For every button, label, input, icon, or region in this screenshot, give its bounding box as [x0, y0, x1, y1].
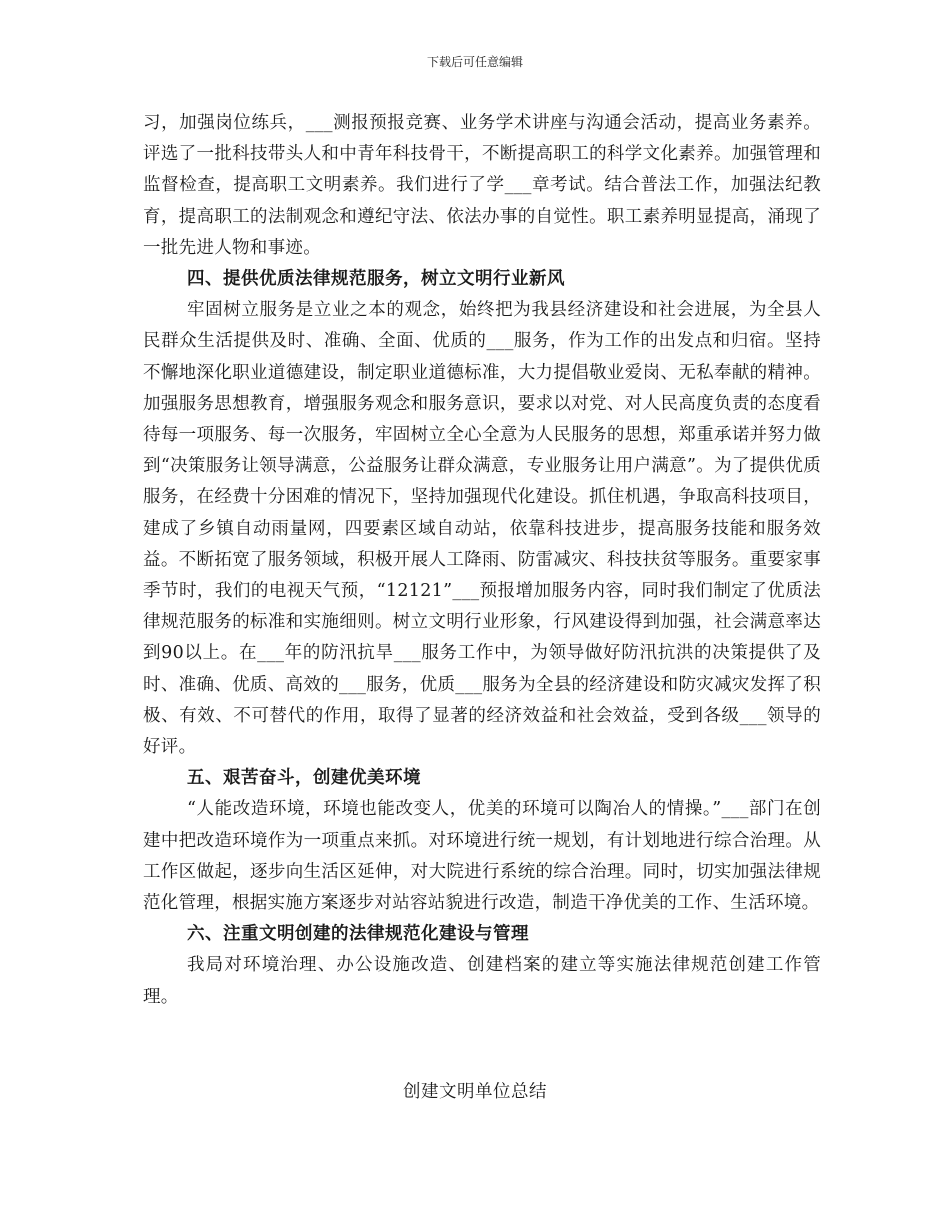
- paragraph-intro: 习，加强岗位练兵，___测报预报竞赛、业务学术讲座与沟通会活动，提高业务素养。评选了一批科技带头人和中青年科技骨干，不断提高职工的科学文化素养。加强管理和监督检查，提高职工文明素养。我们进行了学___章考试。结合普法工作，加强法纪教育，提高职工的法制观念和遵纪守法、依法办事的自觉性。职工素养明显提高，涌现了一批先进人物和事迹。: [143, 113, 821, 258]
- document-title-footer: 创建文明单位总结: [403, 1082, 547, 1102]
- page-header: 下载后可任意编辑: [426, 55, 523, 69]
- section-heading-5: 五、艰苦奋斗，创建优美环境: [187, 768, 421, 789]
- section-heading-4: 四、提供优质法律规范服务，树立文明行业新风: [187, 269, 565, 290]
- paragraph-section-4: 牢固树立服务是立业之本的观念，始终把为我县经济建设和社会进展，为全县人民群众生活提供及时、准确、全面、优质的___服务，作为工作的出发点和归宿。坚持不懈地深化职业道德建设，制定职业道德标准，大力提倡敬业爱岗、无私奉献的精神。加强服务思想教育，增强服务观念和服务意识，要求以对党、对人民高度负责的态度看待每一项服务、每一次服务，牢固树立全心全意为人民服务的思想，郑重承诺并努力做到“决策服务让领导满意，公益服务让群众满意，专业服务让用户满意”。为了提供优质服务，在经费十分困难的情况下，坚持加强现代化建设。抓住机遇，争取高科技项目，建成了乡镇自动雨量网，四要素区域自动站，依靠科技进步，提高服务技能和服务效益。不断拓宽了服务领域，积极开展人工降雨、防雷减灾、科技扶贫等服务。重要家事季节时，我们的电视天气预，“12121”___预报增加服务内容，同时我们制定了优质法律规范服务的标准和实施细则。树立文明行业形象，行风建设得到加强，社会满意率达到90以上。在___年的防汛抗旱___服务工作中，为领导做好防汛抗洪的决策提供了及时、准确、优质、高效的___服务，优质___服务为全县的经济建设和防灾减灾发挥了积极、有效、不可替代的作用，取得了显著的经济效益和社会效益，受到各级___领导的好评。: [143, 300, 821, 758]
- paragraph-section-5: “人能改造环境，环境也能改变人，优美的环境可以陶冶人的情操。”___部门在创建中把改造环境作为一项重点来抓。对环境进行统一规划，有计划地进行综合治理。从工作区做起，逐步向生活区延伸，对大院进行系统的综合治理。同时，切实加强法律规范化管理，根据实施方案逐步对站容站貌进行改造，制造干净优美的工作、生活环境。: [143, 799, 821, 914]
- document-body: [143, 108, 821, 1013]
- paragraph-section-6: 我局对环境治理、办公设施改造、创建档案的建立等实施法律规范创建工作管理。: [143, 955, 821, 1007]
- section-heading-6: 六、注重文明创建的法律规范化建设与管理: [187, 924, 529, 945]
